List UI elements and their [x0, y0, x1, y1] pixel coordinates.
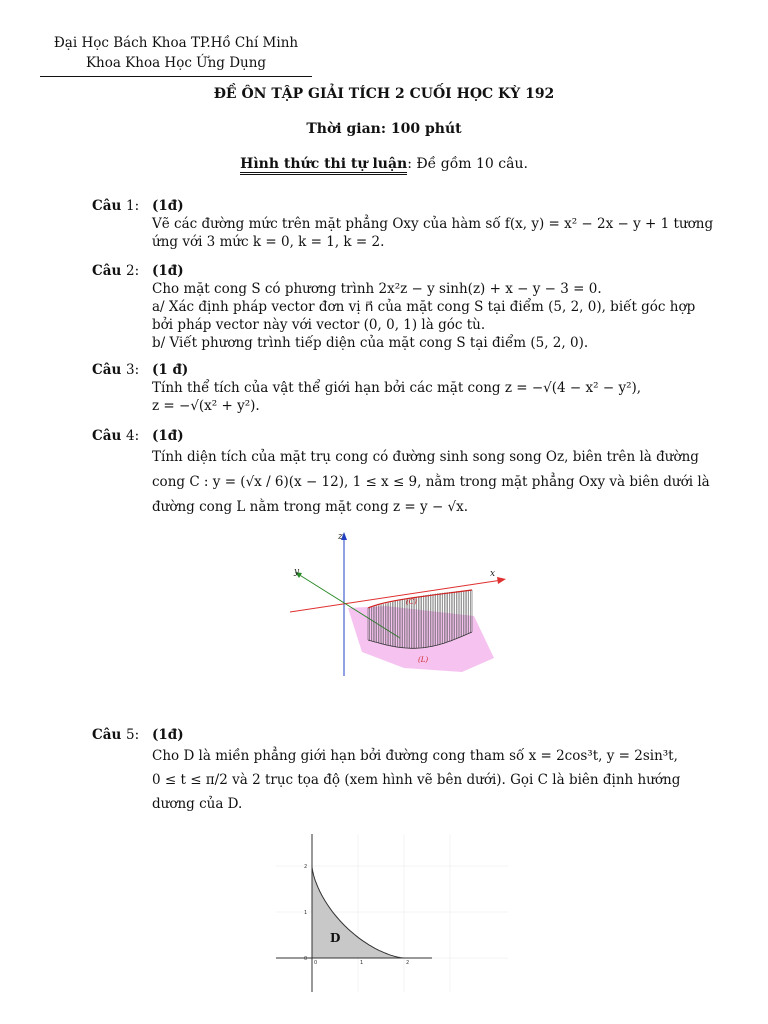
question-line: Cho mặt cong S có phương trình 2x²z − y sinh(z) + x − y − 3 = 0.: [152, 281, 602, 297]
question-line: Tính diện tích của mặt trụ cong có đường sinh song song Oz, biên trên là đường: [152, 449, 699, 465]
exam-format: [0, 156, 768, 175]
question-line: cong C : y = (√x / 6)(x − 12), 1 ≤ x ≤ 9, nằm trong mặt phẳng Oxy và biên dưới là: [152, 474, 710, 490]
y-axis: [298, 574, 400, 638]
y-tick-2: 2: [304, 864, 308, 870]
question-line: b/ Viết phương trình tiếp diện của mặt cong S tại điểm (5, 2, 0).: [152, 335, 589, 351]
university-name: Đại Học Bách Khoa TP.Hồ Chí Minh: [53, 35, 299, 51]
question-4: [92, 427, 710, 520]
question-label: Câu 4:: [92, 428, 140, 444]
question-points: (1 đ): [152, 362, 189, 378]
question-points: (1đ): [152, 263, 184, 279]
y-tick-1: 1: [304, 910, 308, 916]
x-axis-label: x: [490, 569, 496, 579]
x-tick-0: 0: [314, 960, 318, 966]
exam-format-label: Hình thức thi tự luận: [240, 156, 407, 175]
question-points: (1đ): [152, 198, 184, 214]
question-points: (1đ): [152, 727, 184, 743]
question-label: Câu 5:: [92, 727, 140, 743]
question-line: Vẽ các đường mức trên mặt phẳng Oxy của hàm số f(x, y) = x² − 2x − y + 1 tương: [152, 216, 714, 232]
question-label: Câu 1:: [92, 198, 140, 214]
header-rule: [40, 76, 312, 77]
question-line: 0 ≤ t ≤ π/2 và 2 trục tọa độ (xem hình vẽ bên dưới). Gọi C là biên định hướng: [152, 772, 681, 788]
question-body: [152, 280, 702, 352]
question-line: đường cong L nằm trong mặt cong z = y − √x.: [152, 499, 469, 515]
question-line: bởi pháp vector này với vector (0, 0, 1) là góc tù.: [152, 317, 486, 333]
faculty-name: Khoa Khoa Học Ứng Dụng: [85, 55, 267, 71]
figure-cylinder-surface: [276, 528, 512, 680]
question-label: Câu 2:: [92, 263, 140, 279]
question-line: ứng với 3 mức k = 0, k = 1, k = 2.: [152, 234, 385, 250]
question-1: [92, 197, 714, 251]
question-body: [152, 215, 714, 251]
z-axis-label: z: [338, 532, 343, 542]
question-line: Tính thể tích của vật thể giới hạn bởi các mặt cong z = −√(4 − x² − y²),: [152, 380, 642, 396]
question-body: [152, 744, 702, 816]
curve-c-label: (C): [406, 598, 417, 606]
question-2: [92, 262, 702, 352]
x-tick-1: 1: [360, 960, 364, 966]
exam-time: Thời gian: 100 phút: [306, 121, 462, 137]
question-body: [152, 379, 702, 415]
figure-region-d: [276, 834, 508, 992]
institution-header: [40, 33, 312, 77]
question-label: Câu 3:: [92, 362, 140, 378]
y-tick-0: 0: [304, 956, 308, 962]
exam-format-rest: : Đề gồm 10 câu.: [407, 156, 528, 172]
question-5: [92, 726, 702, 816]
question-3: [92, 361, 702, 415]
question-line: z = −√(x² + y²).: [152, 398, 260, 414]
question-line: dương của D.: [152, 796, 243, 812]
y-axis-label: y: [294, 567, 300, 577]
exam-title: ĐỀ ÔN TẬP GIẢI TÍCH 2 CUỐI HỌC KỲ 192: [213, 86, 555, 102]
x-tick-2: 2: [406, 960, 410, 966]
region-d-label: D: [330, 931, 341, 945]
question-line: Cho D là miền phẳng giới hạn bởi đường cong tham số x = 2cos³t, y = 2sin³t,: [152, 748, 678, 764]
question-points: (1đ): [152, 428, 184, 444]
question-line: a/ Xác định pháp vector đơn vị n⃗ của mặt cong S tại điểm (5, 2, 0), biết góc hợp: [152, 299, 696, 315]
x-axis-arrow: [497, 577, 506, 584]
question-body: [152, 445, 710, 520]
grid: [276, 834, 508, 992]
curve-l-label: (L): [418, 656, 429, 664]
